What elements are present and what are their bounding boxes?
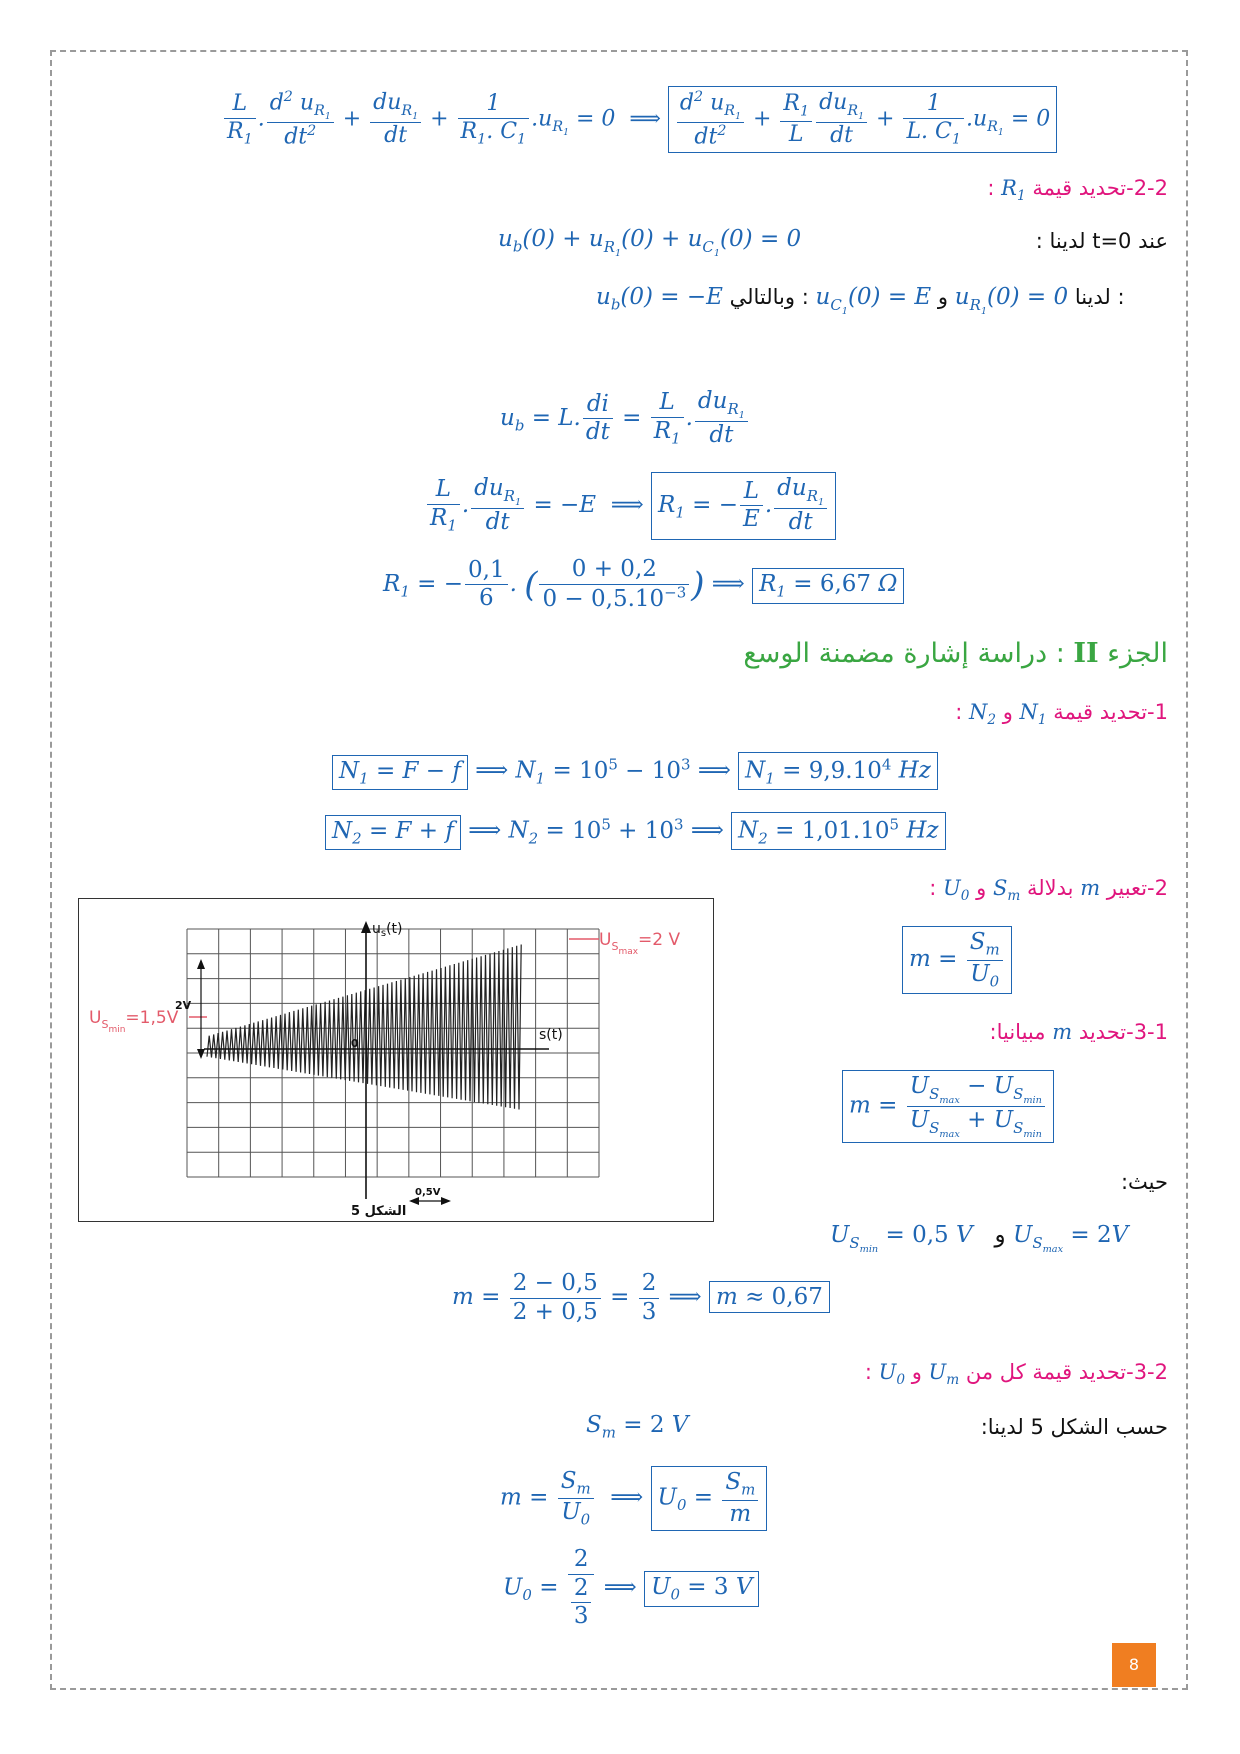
- section-heading-part-2: الجزء II : دراسة إشارة مضمنة الوسع: [743, 638, 1168, 669]
- scale-05v-label: 0,5V: [415, 1187, 441, 1198]
- heading-1: 1-تحديد قيمة $N_1$ و $N_2$ :: [955, 700, 1168, 729]
- equation-sm-value: $S_m = 2$ V: [586, 1412, 689, 1442]
- scale-2v-arrow-top: [197, 959, 205, 969]
- equation-u0-expression: m = $\frac{S_m}{U_0}$ ⟹ $U_0$ = $\frac{S_m}{m}$: [500, 1466, 767, 1531]
- equation-ub: $u_b = L$. $\frac{di}{dt}$ = $\frac{L}{R_1}$ . $\frac{du_{R_1}}{dt}$: [500, 388, 750, 450]
- equation-m-definition: m = $\frac{S_m}{U_0}$: [902, 926, 1012, 994]
- equation-rlc-differential: $\frac{L}{R_1}$ . $\frac{d^2 u_{R_1}}{dt^2}$ + $\frac{du_{R_1}}{dt}$ + $\frac{1}{R_1. C_1}$ $.u_{R_1} = 0$ ⟹ $\frac{d^2 u_{R_1}}{dt^2}$ + $\frac{R_1}{L}$ $\frac{du_{R_1}}{dt}$ + $\frac{1}{L. C_1}$ $.u_{R_1} = 0$: [222, 86, 1057, 153]
- equation-r1-value: $R_1$ = − $\frac{0,1}{6}$ . ( $\frac{0 + 0,2}{0 - 0,5.10^{-3}}$ ) ⟹ $R_1 = 6,67$ Ω: [383, 556, 904, 614]
- heading-3-2: 3-2-تحديد قيمة كل من $U_m$ و $U_0$ :: [864, 1360, 1168, 1389]
- equation-r1-expression: $\frac{L}{R_1}$ . $\frac{du_{R_1}}{dt}$ = −E ⟹ $R_1$ = − $\frac{L}{E}$ . $\frac{du_{R_1}}{dt}$: [425, 472, 836, 540]
- heading-3-1: 3-1-تحديد m مبيانيا:: [989, 1020, 1168, 1044]
- s-axis-label: s(t): [539, 1027, 563, 1043]
- text-initial-values: $u_b(0) = -E$ وبالتالي : $u_{C_1}(0) = E$ و $u_{R_1}(0) = 0$ لدينا :: [596, 284, 1125, 317]
- page-number: 8: [1112, 1643, 1156, 1687]
- equation-u0-value: $U_0$ = $\frac{2}{\frac{2}{3}}$ ⟹ $U_0 = 3$ V: [503, 1546, 759, 1631]
- scale-2v-arrow-bottom: [197, 1049, 205, 1059]
- equation-n2: $N_2 = F + f$ ⟹ $N_2 = 10^5 + 10^3$ ⟹ $N_2 = 1,01.10^5$ Hz: [325, 812, 946, 850]
- u-axis-arrow: [361, 921, 371, 933]
- scale-05v-arrow-left: [409, 1197, 419, 1205]
- origin-label: 0: [351, 1037, 359, 1050]
- signal-trace: [207, 945, 521, 1110]
- scale-2v-label: 2V: [175, 999, 192, 1012]
- text-at-t0: عند t=0 لدينا :: [1035, 229, 1168, 253]
- modulated-signal: [207, 945, 521, 1110]
- equation-initial-sum: $u_b(0) + u_{R_1}(0) + u_{C_1}(0) = 0$: [498, 226, 802, 259]
- label-us-max: $U_{Smax}=2$ V: [599, 930, 681, 957]
- text-according-fig5: حسب الشكل 5 لدينا:: [980, 1415, 1168, 1439]
- equation-m-value: m = $\frac{2 - 0,5}{2 + 0,5}$ = $\frac{2}{3}$ ⟹ m ≈ 0,67: [452, 1270, 830, 1326]
- scale-05v-arrow-right: [441, 1197, 451, 1205]
- equation-us-values: $U_{S_{min}} = 0,5$ V و $U_{S_{max}} = 2V$: [830, 1222, 1129, 1255]
- figure-5-svg: [79, 899, 713, 1221]
- heading-2-2: 2-2-تحديد قيمة $R_1$ :: [987, 176, 1168, 205]
- figure-caption: الشكل 5: [351, 1204, 407, 1219]
- label-us-min: $U_{Smin}=1,5V$: [89, 1008, 179, 1035]
- figure-5-oscillogram: [78, 898, 714, 1222]
- u-axis-label: $u_s(t)$: [372, 921, 403, 939]
- equation-m-graphical: m = $\frac{U_{S_{max}} - U_{S_{min}}}{U_{S_{max}} + U_{S_{min}}}$: [842, 1070, 1054, 1143]
- text-where: حيث:: [1120, 1170, 1168, 1194]
- heading-2: 2-تعبير m بدلالة $S_m$ و $U_0$ :: [929, 876, 1168, 905]
- equation-n1: $N_1 = F - f$ ⟹ $N_1 = 10^5 - 10^3$ ⟹ $N_1 = 9,9.10^4$ Hz: [332, 752, 938, 790]
